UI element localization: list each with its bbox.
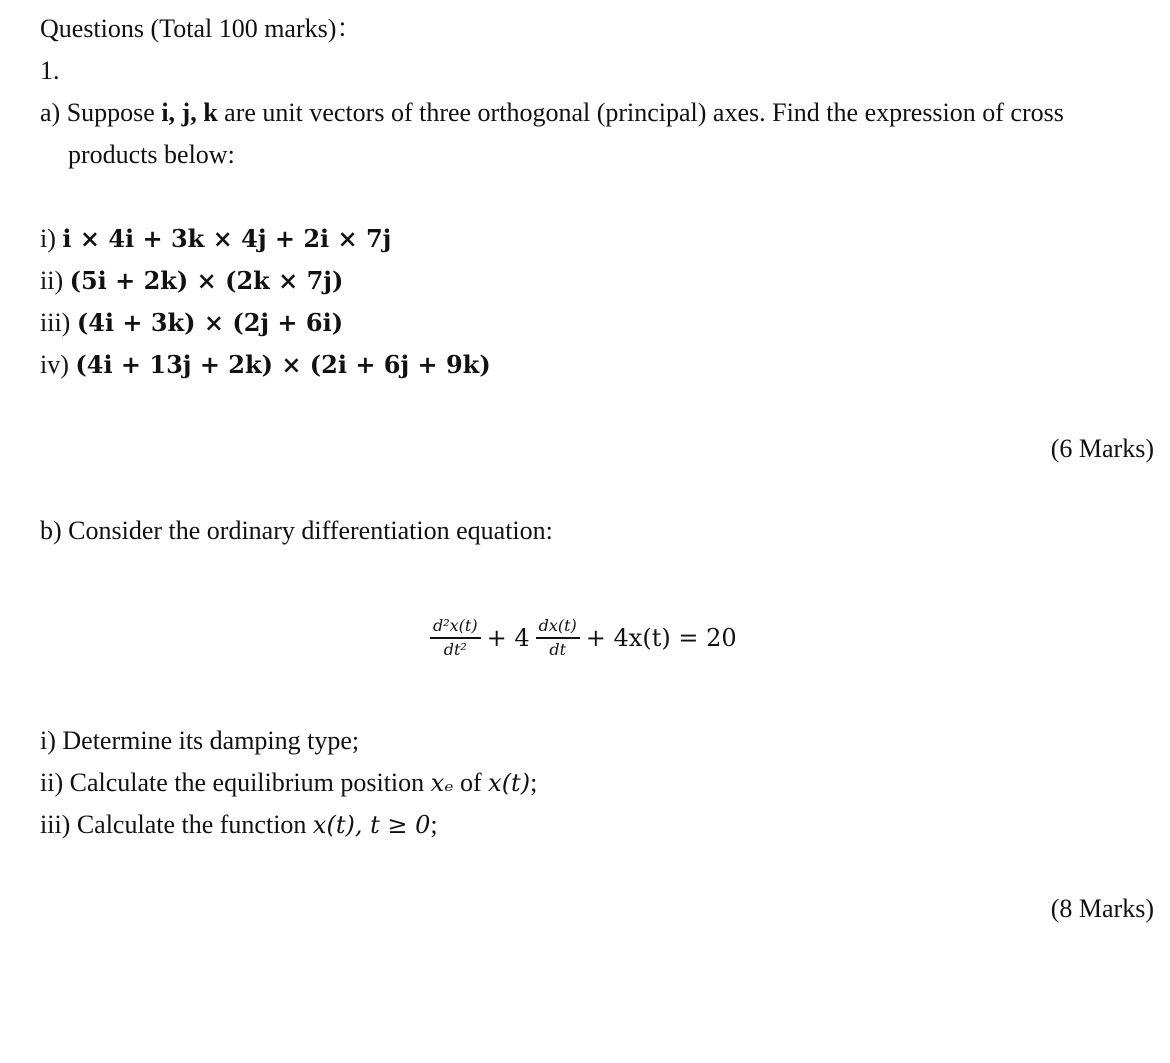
item-label: ii) [40, 266, 64, 295]
equilibrium-symbol: xₑ [430, 769, 454, 797]
differential-equation [428, 608, 741, 668]
part-a-label: a) Suppose [40, 98, 155, 127]
item-expression: i × 4i + 3k × 4j + 2i × 7j [62, 224, 392, 253]
fraction-denominator: dt² [443, 639, 467, 659]
item-expression: (4i + 13j + 2k) × (2i + 6j + 9k) [75, 350, 491, 379]
part-b-intro: b) Consider the ordinary differentiation equation: [40, 516, 553, 545]
item-text: ii) Calculate the equilibrium position [40, 768, 425, 797]
function-condition: x(t), t ≥ 0 [312, 811, 431, 839]
part-a-item-2 [40, 266, 343, 296]
part-b-item-1: i) Determine its damping type; [40, 726, 360, 755]
function-symbol: x(t) [488, 769, 531, 797]
item-expression: (4i + 3k) × (2j + 6i) [76, 308, 344, 337]
unit-vectors: i, j, k [161, 98, 218, 127]
part-a-marks: (6 Marks) [1050, 434, 1154, 463]
second-derivative-fraction [430, 616, 481, 660]
part-a-item-3 [40, 308, 343, 338]
item-expression: (5i + 2k) × (2k × 7j) [69, 266, 344, 295]
part-b-item-3 [40, 810, 438, 840]
fraction-numerator: dx(t) [538, 616, 577, 636]
part-a-text-rest: are unit vectors of three orthogonal (principal) axes. Find the expression of cross [224, 98, 1064, 127]
item-label: iii) [40, 308, 71, 337]
page-title: Questions (Total 100 marks)： [40, 14, 363, 43]
fraction-bar [430, 637, 481, 639]
fraction-numerator: d²x(t) [433, 616, 478, 636]
fraction-bar [536, 637, 580, 639]
fraction-denominator: dt [549, 639, 567, 659]
part-b-item-2 [40, 768, 537, 798]
item-punctuation: ; [430, 810, 438, 839]
first-derivative-fraction [536, 616, 580, 660]
item-label: iv) [40, 350, 69, 379]
item-text: iii) Calculate the function [40, 810, 307, 839]
equation-term: + 4x(t) = 20 [585, 624, 737, 652]
part-a-item-1 [40, 224, 391, 254]
item-label: i) [40, 224, 56, 253]
part-a-text-line2: products below: [68, 140, 235, 169]
question-number: 1. [40, 56, 60, 85]
part-a-text-line1 [40, 98, 1064, 128]
equation-term: + 4 [486, 624, 530, 652]
item-text: of [459, 768, 482, 797]
part-a-item-4 [40, 350, 491, 380]
item-punctuation: ; [530, 768, 538, 797]
part-b-marks: (8 Marks) [1050, 894, 1154, 923]
